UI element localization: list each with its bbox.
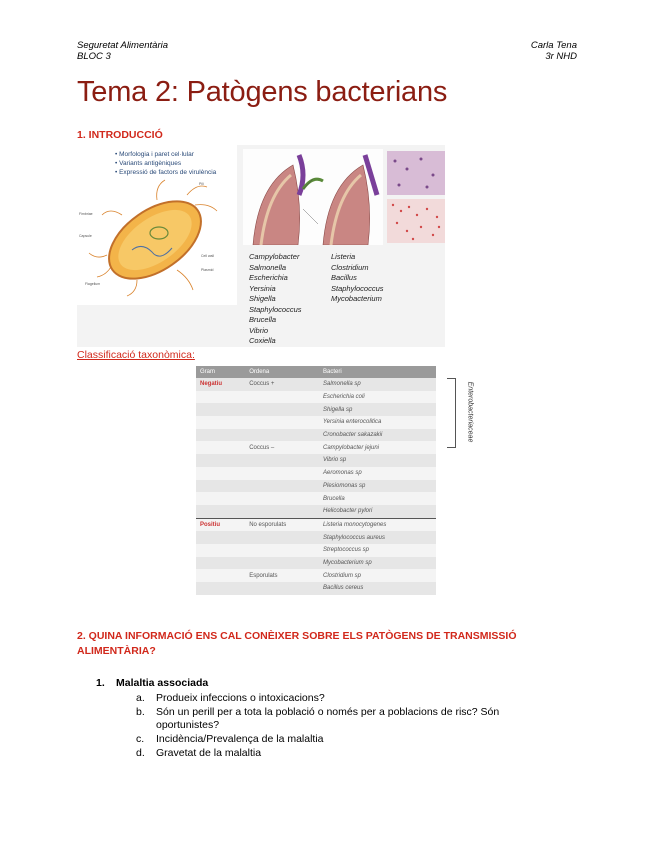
list-item-label: Malaltia associada <box>116 677 209 689</box>
gram-cell <box>196 429 245 442</box>
bacterium-cell: Vibrio sp <box>319 454 436 467</box>
svg-text:Flagellum: Flagellum <box>85 282 101 286</box>
list-letter: d. <box>136 746 145 759</box>
svg-text:Plasmid: Plasmid <box>201 268 214 272</box>
section-heading-intro: 1. INTRODUCCIÓ <box>77 129 163 141</box>
table-row <box>196 480 436 493</box>
table-row <box>196 518 436 531</box>
gram-cell <box>196 403 245 416</box>
gram-cell <box>196 416 245 429</box>
bacteria-name: Listeria <box>331 252 356 261</box>
bacteria-name: Clostridium <box>331 262 369 272</box>
order-cell <box>245 557 319 570</box>
bacterium-cell: Helicobacter pylori <box>319 505 436 518</box>
header-author: Carla Tena <box>530 40 577 51</box>
gram-cell <box>196 467 245 480</box>
bacterium-cell: Streptococcus sp <box>319 544 436 557</box>
gram-cell: Positiu <box>196 518 245 531</box>
order-cell <box>245 544 319 557</box>
order-cell <box>245 492 319 505</box>
list-letter: b. <box>136 705 145 718</box>
figure-bullets <box>115 150 216 177</box>
table-row <box>196 531 436 544</box>
order-cell <box>245 531 319 544</box>
table-row <box>196 467 436 480</box>
table-row <box>196 403 436 416</box>
bacteria-name: Bacillus <box>331 273 357 282</box>
list-letter: a. <box>136 692 145 704</box>
bacteria-name: Yersinia <box>249 283 276 293</box>
bacteria-list-left <box>249 252 302 347</box>
svg-text:Fimbriae: Fimbriae <box>79 212 93 216</box>
table-row <box>196 582 436 595</box>
header-block: BLOC 3 <box>77 51 111 62</box>
page-title: Tema 2: Patògens bacterians <box>77 76 448 108</box>
classification-link[interactable]: Classificació taxonòmica: <box>77 349 195 361</box>
bullet-morphology: • Morfologia i paret cel·lular <box>115 150 216 159</box>
gram-cell <box>196 531 245 544</box>
bacteria-name: Salmonella <box>249 262 287 272</box>
column-header: Gram <box>196 366 245 378</box>
table-row <box>196 544 436 557</box>
list-item <box>136 706 546 733</box>
list-item-disease <box>96 677 208 689</box>
order-cell: Esporulats <box>245 569 319 582</box>
table-row <box>196 557 436 570</box>
bacterium-cell: Campylobacter jejuni <box>319 441 436 454</box>
bacteria-name: Brucella <box>249 315 277 324</box>
gram-cell <box>196 582 245 595</box>
intestinal-tissue-illustration <box>243 149 383 245</box>
gram-cell <box>196 557 245 570</box>
bullet-antigenic: • Variants antigèniques <box>115 159 216 168</box>
table-row <box>196 429 436 442</box>
list-letter: c. <box>136 733 145 746</box>
bacterium-cell: Aeromonas sp <box>319 467 436 480</box>
order-cell <box>245 429 319 442</box>
bacterium-cell: Plesiomonas sp <box>319 480 436 493</box>
order-cell <box>245 467 319 480</box>
bacteria-name: Coxiella <box>249 336 276 345</box>
order-cell: Coccus + <box>245 378 319 391</box>
order-cell <box>245 416 319 429</box>
column-header: Ordena <box>245 366 319 378</box>
gram-cell <box>196 544 245 557</box>
intro-figure <box>77 145 445 347</box>
gram-cell <box>196 454 245 467</box>
section-heading-information: 2. QUINA INFORMACIÓ ENS CAL CONÈIXER SOBRE ELS PATÒGENS DE TRANSMISSIÓ ALIMENTÀRIA? <box>77 630 517 657</box>
column-header: Bacteri <box>319 366 436 378</box>
bacterium-cell: Cronobacter sakazakii <box>319 429 436 442</box>
enterobacteriaceae-bracket <box>447 378 456 448</box>
bacterium-cell: Mycobacterium sp <box>319 557 436 570</box>
svg-text:Pili: Pili <box>199 182 204 186</box>
micrograph-images <box>387 151 445 243</box>
bacterium-cell: Staphylococcus aureus <box>319 531 436 544</box>
gram-cell <box>196 441 245 454</box>
sublist <box>136 692 546 761</box>
header-course: Seguretat Alimentària <box>77 40 169 51</box>
list-number: 1. <box>96 677 105 689</box>
bacteria-name: Campylobacter <box>249 252 300 261</box>
order-cell: Coccus – <box>245 441 319 454</box>
bacterium-cell: Salmonella sp <box>319 378 436 391</box>
bacteria-name: Vibrio <box>249 325 269 335</box>
bacteria-name: Staphylococcus <box>331 283 384 293</box>
gram-cell: Negatiu <box>196 378 245 391</box>
table-row <box>196 416 436 429</box>
bacterium-cell: Brucella <box>319 492 436 505</box>
order-cell <box>245 403 319 416</box>
bacteria-list-right <box>331 252 384 305</box>
table-row <box>196 492 436 505</box>
order-cell <box>245 454 319 467</box>
bacterium-cell: Clostridium sp <box>319 569 436 582</box>
table-row <box>196 454 436 467</box>
bacteria-name: Staphylococcus <box>249 304 302 314</box>
table-row <box>196 505 436 518</box>
header-left <box>77 40 168 62</box>
bullet-virulence: • Expressió de factors de virulència <box>115 168 216 177</box>
svg-text:Cell wall: Cell wall <box>201 254 215 258</box>
table-row <box>196 391 436 404</box>
gram-cell <box>196 391 245 404</box>
bacteria-name: Mycobacterium <box>331 294 382 303</box>
order-cell <box>245 582 319 595</box>
list-item-text: Incidència/Prevalença de la malaltia <box>156 733 324 746</box>
taxonomy-table <box>196 366 436 595</box>
gram-cell <box>196 569 245 582</box>
order-cell <box>245 505 319 518</box>
list-item-text: Són un perill per a tota la població o només per a poblacions de risc? Són oportunistes? <box>156 705 500 732</box>
order-cell <box>245 480 319 493</box>
order-cell: No esporulats <box>245 518 319 531</box>
list-item <box>136 692 546 706</box>
header-right <box>531 40 577 62</box>
gram-cell <box>196 492 245 505</box>
header-group: 3r NHD <box>545 51 577 62</box>
list-item-text: Gravetat de la malaltia <box>156 746 262 759</box>
gram-cell <box>196 480 245 493</box>
svg-text:Capsule: Capsule <box>79 234 92 238</box>
table-row <box>196 569 436 582</box>
list-item <box>136 733 546 747</box>
list-item-text: Produeix infeccions o intoxicacions? <box>156 692 325 704</box>
table-row <box>196 378 436 391</box>
bacterium-cell: Shigella sp <box>319 403 436 416</box>
table-row <box>196 441 436 454</box>
table-header-row <box>196 366 436 378</box>
bacterium-cell: Listeria monocytogenes <box>319 518 436 531</box>
bacterium-cell: Yersinia enterocolitica <box>319 416 436 429</box>
bacterium-cell: Escherichia coli <box>319 391 436 404</box>
enterobacteriaceae-label: Enterobacteriaceae <box>466 381 474 443</box>
bacterium-cell: Bacillus cereus <box>319 582 436 595</box>
bacteria-name: Shigella <box>249 294 276 303</box>
bacteria-name: Escherichia <box>249 273 288 282</box>
list-item <box>136 747 546 761</box>
gram-cell <box>196 505 245 518</box>
order-cell <box>245 391 319 404</box>
